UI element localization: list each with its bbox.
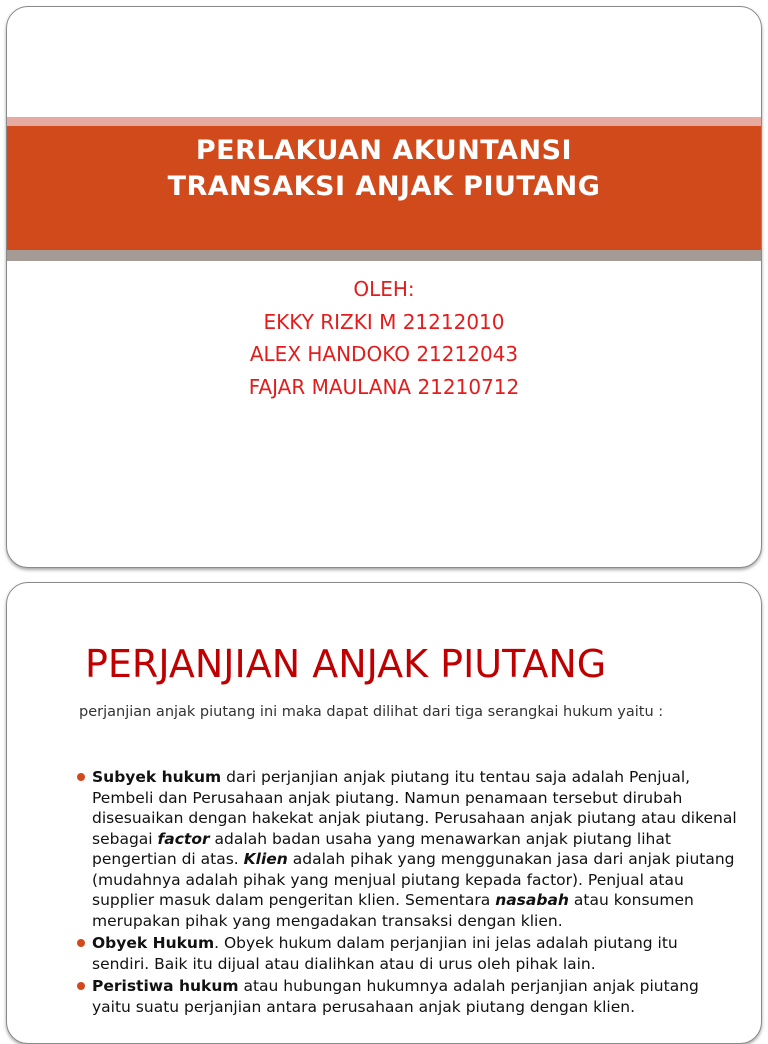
author-name: EKKY RIZKI M 21212010 [263,309,505,334]
list-item-obyek [77,933,737,974]
content-slide [6,582,762,1044]
emphasis-text: Klien [243,850,288,868]
title-band-top-stripe [7,117,761,126]
slide-title-line-1: PERLAKUAN AKUNTANSI [195,135,573,166]
item-text: atau konsumen merupakan pihak yang mengadakan transaksi dengan klien. [92,891,694,930]
intro-text: perjanjian anjak piutang ini maka dapat dilihat dari tiga serangkai hukum yaitu : [79,704,664,720]
item-text: dari perjanjian anjak piutang itu tentau saja adalah Penjual, Pembeli dan Perusahaan anjak piutang. Namun penamaan tersebut dirubah disesuaikan dengan hakekat anjak piutang. Perusahaan anjak piutang atau dikenal sebagai [92,768,737,848]
by-label: OLEH: [353,277,415,301]
emphasis-text: nasabah [495,891,569,909]
title-slide [6,6,762,568]
bullet-icon [77,982,85,990]
list-item-subyek [77,767,737,931]
emphasis-text: factor [157,829,210,848]
slide-title [7,133,761,205]
item-text: atau hubungan hukumnya adalah perjanjian anjak piutang yaitu suatu perjanjian antara perusahaan anjak piutang dengan klien. [92,977,699,1016]
author-name: ALEX HANDOKO 21212043 [249,342,519,366]
term-label: Obyek Hukum [92,934,215,952]
bullet-icon [77,773,85,781]
slide-heading: PERJANJIAN ANJAK PIUTANG [85,642,607,686]
bullet-list [77,767,737,1019]
title-band-bottom-stripe [7,250,761,261]
slide-title-line-2: TRANSAKSI ANJAK PIUTANG [167,171,601,202]
item-text: adalah badan usaha yang menawarkan anjak piutang lihat pengertian di atas. [92,829,671,868]
author-list [7,273,761,403]
bullet-icon [77,939,85,947]
item-text: adalah pihak yang menggunakan jasa dari anjak piutang (mudahnya adalah pihak yang menjual piutang kepada factor). Penjual atau supplier masuk dalam pengeritan klien. Sementara [92,850,735,909]
item-text: . Obyek hukum dalam perjanjian ini jelas adalah piutang itu sendiri. Baik itu dijual atau dialihkan atau di urus oleh pihak lain. [92,934,678,973]
author-name: FAJAR MAULANA 21210712 [248,374,520,399]
term-label: Subyek hukum [92,768,222,786]
list-item-peristiwa [77,976,737,1017]
term-label: Peristiwa hukum [92,977,239,995]
